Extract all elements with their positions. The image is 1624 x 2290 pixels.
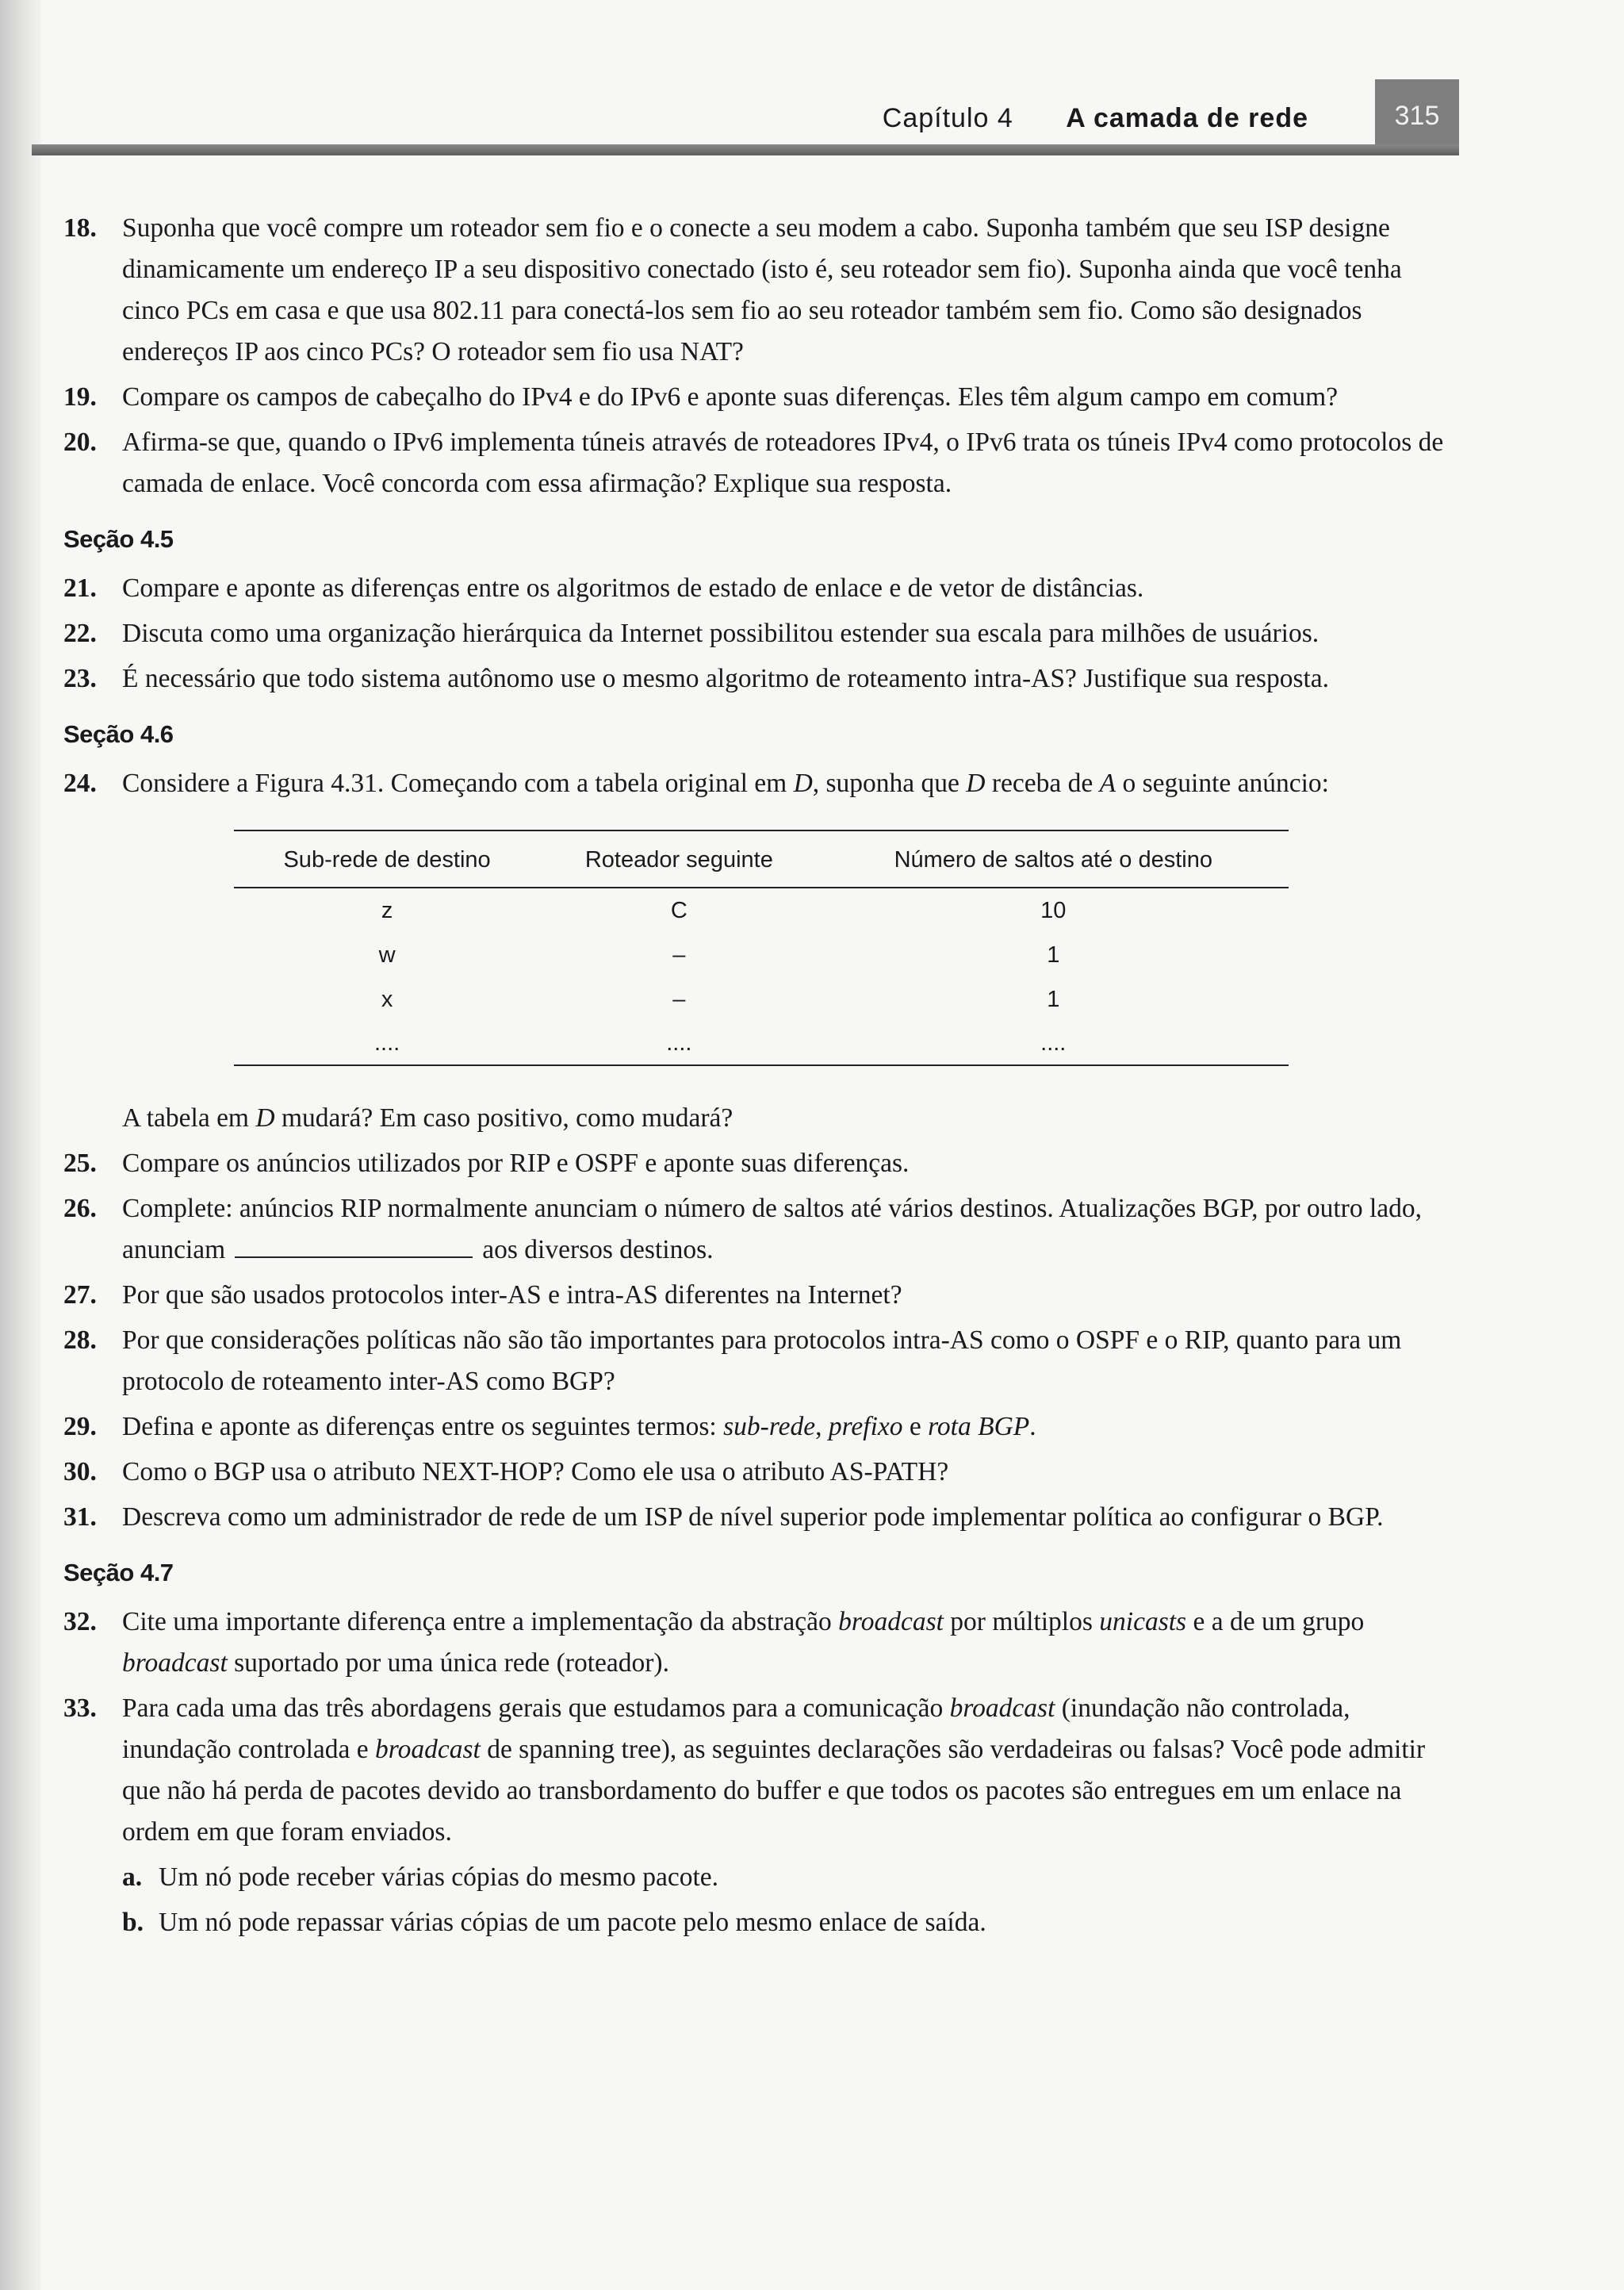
question-number: 23. bbox=[63, 664, 97, 693]
question-30 bbox=[63, 1452, 1459, 1493]
question-text: , suponha que bbox=[812, 769, 967, 798]
term-italic: broadcast bbox=[949, 1694, 1055, 1723]
question-28 bbox=[63, 1320, 1459, 1402]
table-row bbox=[234, 1022, 1289, 1065]
book-binding-shadow bbox=[0, 0, 41, 2290]
question-27 bbox=[63, 1275, 1459, 1316]
question-text: suportado por uma única rede (roteador). bbox=[227, 1648, 669, 1678]
section-heading-4-6: Seção 4.6 bbox=[63, 720, 174, 748]
column-header: Sub-rede de destino bbox=[234, 830, 540, 888]
question-text: mudará? Em caso positivo, como mudará? bbox=[274, 1103, 733, 1133]
question-32 bbox=[63, 1601, 1459, 1684]
running-head bbox=[883, 103, 1308, 141]
term-italic: broadcast bbox=[375, 1735, 481, 1764]
question-number: 31. bbox=[63, 1502, 97, 1532]
question-29 bbox=[63, 1406, 1459, 1448]
question-19 bbox=[63, 377, 1459, 418]
term-italic: broadcast bbox=[122, 1648, 228, 1678]
question-text: . bbox=[1029, 1412, 1036, 1441]
question-text: (inundação não controlada, inundação controlada e bbox=[122, 1694, 1350, 1764]
column-header: Roteador seguinte bbox=[540, 830, 818, 888]
question-text: Defina e aponte as diferenças entre os seguintes termos: bbox=[122, 1412, 724, 1441]
term-italic: sub-rede bbox=[723, 1412, 816, 1441]
page-number: 315 bbox=[1375, 79, 1459, 155]
table-row bbox=[234, 933, 1289, 977]
table-cell: – bbox=[672, 942, 686, 968]
question-text: e a de um grupo bbox=[1186, 1607, 1365, 1636]
question-33a bbox=[63, 1857, 1459, 1898]
question-text: Compare e aponte as diferenças entre os algoritmos de estado de enlace e de vetor de distâncias. bbox=[122, 573, 1144, 603]
header-rule bbox=[32, 144, 1459, 155]
question-33b bbox=[63, 1902, 1459, 1943]
chapter-title: A camada de rede bbox=[1066, 103, 1308, 133]
item-text: Um nó pode repassar várias cópias de um pacote pelo mesmo enlace de saída. bbox=[159, 1908, 986, 1937]
question-text: Como o BGP usa o atributo NEXT-HOP? Como ele usa o atributo AS-PATH? bbox=[122, 1457, 949, 1486]
table-cell: 1 bbox=[1047, 987, 1060, 1012]
question-text: Considere a Figura 4.31. Começando com a tabela original em bbox=[122, 769, 794, 798]
question-text: de spanning tree), as seguintes declarações são verdadeiras ou falsas? Você pode admitir que não há perda de pacotes devido ao transbordamento do buffer e que todos os pacotes são entregues em um enlace na ordem em que foram enviados. bbox=[122, 1735, 1426, 1847]
table-cell: z bbox=[381, 898, 393, 923]
column-header: Número de saltos até o destino bbox=[818, 830, 1289, 888]
question-18 bbox=[63, 208, 1459, 373]
question-number: 26. bbox=[63, 1194, 97, 1223]
table-row bbox=[234, 977, 1289, 1022]
question-text: Discuta como uma organização hierárquica da Internet possibilitou estender sua escala para milhões de usuários. bbox=[122, 619, 1320, 648]
question-21 bbox=[63, 568, 1459, 609]
question-text: A tabela em bbox=[122, 1103, 256, 1133]
question-text: Por que considerações políticas não são tão importantes para protocolos intra-AS como o OSPF e o RIP, quanto para um protocolo de roteamento inter-AS como BGP? bbox=[122, 1325, 1402, 1396]
question-number: 27. bbox=[63, 1280, 97, 1310]
table-cell: x bbox=[381, 987, 393, 1012]
question-number: 24. bbox=[63, 769, 97, 798]
question-number: 28. bbox=[63, 1325, 97, 1355]
question-text: Por que são usados protocolos inter-AS e intra-AS diferentes na Internet? bbox=[122, 1280, 902, 1310]
question-33 bbox=[63, 1688, 1459, 1853]
question-24-followup bbox=[63, 1098, 1459, 1139]
table-cell: 1 bbox=[1047, 942, 1060, 968]
question-text: Cite uma importante diferença entre a implementação da abstração bbox=[122, 1607, 839, 1636]
chapter-label: Capítulo 4 bbox=[882, 103, 1013, 133]
question-text: , bbox=[815, 1412, 829, 1441]
question-number: 20. bbox=[63, 428, 97, 457]
question-text: Complete: anúncios RIP normalmente anunciam o número de saltos até vários destinos. Atualizações BGP, por outro lado, anunciam bbox=[122, 1194, 1422, 1264]
node-d: D bbox=[255, 1103, 275, 1133]
page-header bbox=[32, 103, 1459, 151]
table-cell: .... bbox=[540, 1022, 818, 1065]
item-letter: b. bbox=[122, 1908, 144, 1937]
node-d: D bbox=[793, 769, 813, 798]
question-text: Afirma-se que, quando o IPv6 implementa túneis através de roteadores IPv4, o IPv6 trata os túneis IPv4 como protocolos de camada de enlace. Você concorda com essa afirmação? Explique sua resposta. bbox=[122, 428, 1444, 498]
question-24 bbox=[63, 763, 1459, 804]
question-20 bbox=[63, 422, 1459, 504]
question-23 bbox=[63, 658, 1459, 700]
question-text: por múltiplos bbox=[943, 1607, 1100, 1636]
question-number: 30. bbox=[63, 1457, 97, 1486]
question-26 bbox=[63, 1188, 1459, 1271]
question-text: Suponha que você compre um roteador sem fio e o conecte a seu modem a cabo. Suponha também que seu ISP designe dinamicamente um endereço IP a seu dispositivo conectado (isto é, seu roteador sem fio). Suponha ainda que você tenha cinco PCs em casa e que usa 802.11 para conectá-los sem fio ao seu roteador também sem fio. Como são designados endereços IP aos cinco PCs? O roteador sem fio usa NAT? bbox=[122, 213, 1402, 366]
term-italic: prefixo bbox=[828, 1412, 903, 1441]
table-cell: w bbox=[378, 942, 396, 968]
table-cell: .... bbox=[818, 1022, 1289, 1065]
question-text: Descreva como um administrador de rede de um ISP de nível superior pode implementar política ao configurar o BGP. bbox=[122, 1502, 1384, 1532]
question-text: Para cada uma das três abordagens gerais que estudamos para a comunicação bbox=[122, 1694, 950, 1723]
section-heading-4-5: Seção 4.5 bbox=[63, 525, 174, 553]
question-text: Compare os anúncios utilizados por RIP e OSPF e aponte suas diferenças. bbox=[122, 1149, 910, 1178]
question-number: 18. bbox=[63, 213, 97, 243]
question-number: 29. bbox=[63, 1412, 97, 1441]
question-number: 21. bbox=[63, 573, 97, 603]
section-heading-4-7: Seção 4.7 bbox=[63, 1559, 174, 1586]
term-italic: unicasts bbox=[1099, 1607, 1187, 1636]
node-d: D bbox=[966, 769, 986, 798]
table-header-row bbox=[234, 830, 1289, 888]
question-text: e bbox=[902, 1412, 929, 1441]
table-row bbox=[234, 888, 1289, 933]
table-cell: .... bbox=[234, 1022, 540, 1065]
question-text: o seguinte anúncio: bbox=[1116, 769, 1329, 798]
question-text: É necessário que todo sistema autônomo use o mesmo algoritmo de roteamento intra-AS? Justifique sua resposta. bbox=[122, 664, 1330, 693]
question-22 bbox=[63, 613, 1459, 654]
question-number: 25. bbox=[63, 1149, 97, 1178]
question-number: 33. bbox=[63, 1694, 97, 1723]
table-cell: C bbox=[670, 898, 688, 923]
item-letter: a. bbox=[122, 1862, 143, 1892]
question-number: 32. bbox=[63, 1607, 97, 1636]
question-25 bbox=[63, 1143, 1459, 1184]
table-cell: 10 bbox=[1040, 898, 1067, 923]
term-italic: rota BGP bbox=[928, 1412, 1030, 1441]
question-number: 22. bbox=[63, 619, 97, 648]
question-31 bbox=[63, 1497, 1459, 1538]
question-text: receba de bbox=[985, 769, 1100, 798]
term-italic: broadcast bbox=[838, 1607, 944, 1636]
node-a: A bbox=[1099, 769, 1116, 798]
item-text: Um nó pode receber várias cópias do mesmo pacote. bbox=[159, 1862, 719, 1892]
fill-in-blank bbox=[235, 1233, 473, 1258]
question-text: aos diversos destinos. bbox=[482, 1235, 714, 1264]
table-cell: – bbox=[672, 987, 686, 1012]
exercise-list bbox=[63, 208, 1459, 1947]
question-number: 19. bbox=[63, 382, 97, 412]
advertisement-table bbox=[234, 830, 1289, 1066]
question-text: Compare os campos de cabeçalho do IPv4 e do IPv6 e aponte suas diferenças. Eles têm algum campo em comum? bbox=[122, 382, 1339, 412]
